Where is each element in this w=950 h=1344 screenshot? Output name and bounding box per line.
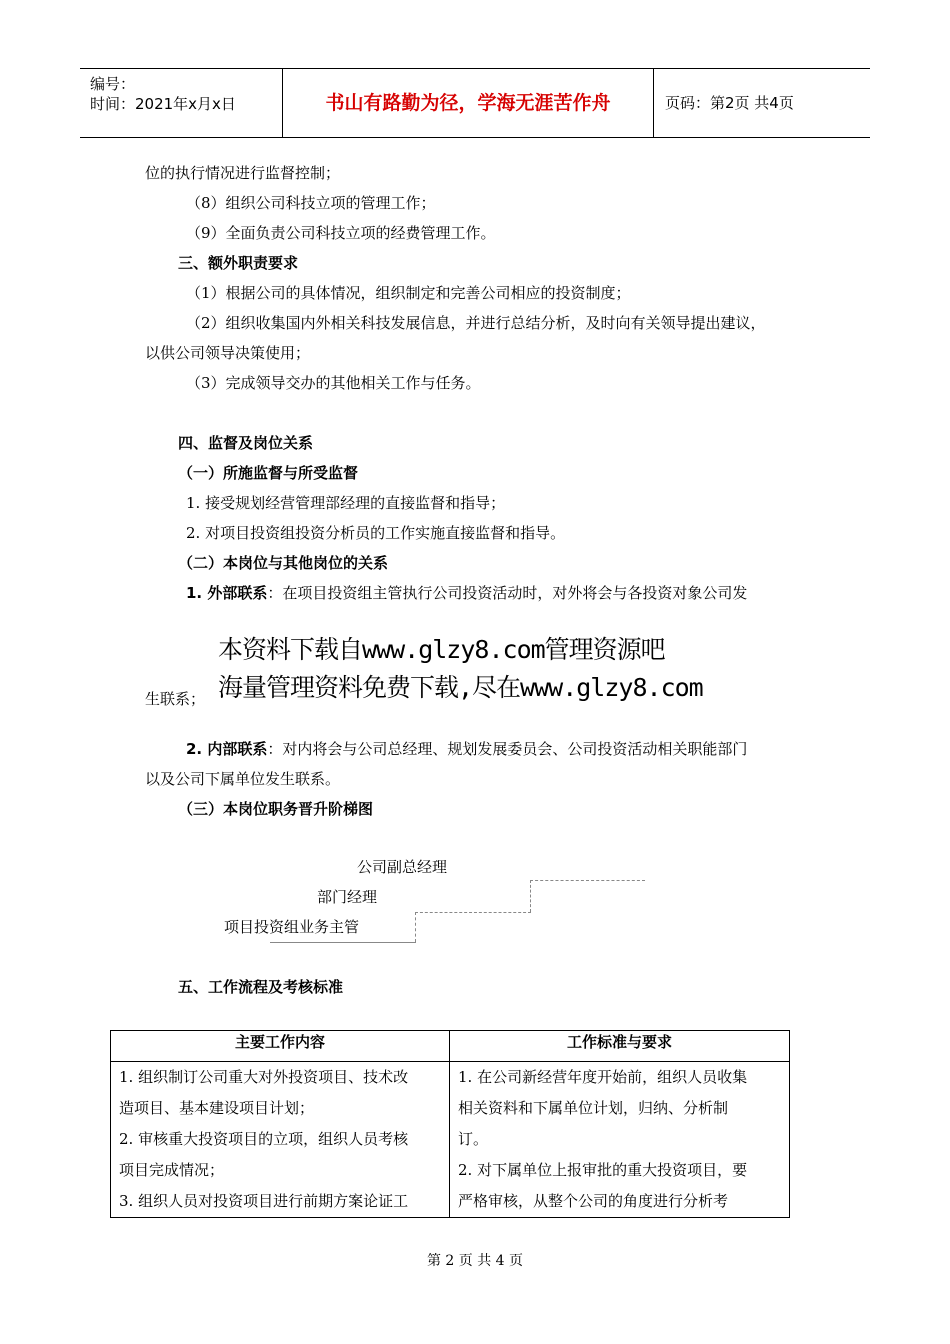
cell-line: 相关资料和下属单位计划，归纳、分析制	[458, 1099, 729, 1117]
cell-line: 严格审核，从整个公司的角度进行分析考	[458, 1192, 729, 1210]
ladder-step	[530, 880, 645, 881]
document-number: 编号：	[90, 75, 136, 93]
text-line: 以及公司下属单位发生联系。	[145, 770, 341, 788]
external-relation-text: ：在项目投资组主管执行公司投资活动时，对外将会与各投资对象公司发	[267, 584, 748, 602]
text-line: 生联系；	[145, 690, 206, 708]
header-motto: 书山有路勤为径，学海无涯苦作舟	[283, 69, 654, 137]
text-line	[186, 738, 747, 759]
internal-relation-label: 2. 内部联系	[186, 740, 268, 758]
table-header-cell: 主要工作内容	[111, 1031, 450, 1062]
subsection-heading: （一）所施监督与所受监督	[178, 464, 359, 482]
ladder-level-top: 公司副总经理	[357, 858, 448, 876]
section-heading: 五、工作流程及考核标准	[178, 978, 344, 996]
text-line: （3）完成领导交办的其他相关工作与任务。	[186, 374, 481, 392]
text-line: 2. 对项目投资组投资分析员的工作实施直接监督和指导。	[186, 524, 566, 542]
cell-line: 2. 审核重大投资项目的立项，组织人员考核	[119, 1130, 409, 1148]
cell-line: 2. 对下属单位上报审批的重大投资项目，要	[458, 1161, 748, 1179]
watermark-line: 海量管理资料免费下载,尽在www.glzy8.com	[218, 673, 703, 702]
text-line: （8）组织公司科技立项的管理工作；	[186, 194, 436, 212]
cell-line: 项目完成情况；	[119, 1161, 225, 1179]
cell-line: 订。	[458, 1130, 489, 1148]
ladder-step	[270, 942, 416, 943]
text-line: （2）组织收集国内外相关科技发展信息，并进行总结分析，及时向有关领导提出建议，	[186, 314, 766, 332]
table-cell-main-content	[111, 1062, 450, 1218]
ladder-step	[415, 912, 531, 913]
section-heading: 四、监督及岗位关系	[178, 434, 314, 452]
table-header-cell: 工作标准与要求	[450, 1031, 790, 1062]
text-line: （1）根据公司的具体情况，组织制定和完善公司相应的投资制度；	[186, 284, 631, 302]
cell-line: 1. 组织制订公司重大对外投资项目、技术改	[119, 1068, 409, 1086]
table-cell-standards	[450, 1062, 790, 1218]
text-line: 位的执行情况进行监督控制；	[145, 164, 341, 182]
ladder-level-mid: 部门经理	[317, 888, 378, 906]
ladder-level-low: 项目投资组业务主管	[224, 918, 360, 936]
subsection-heading: （二）本岗位与其他岗位的关系	[178, 554, 389, 572]
text-line: 以供公司领导决策使用；	[145, 344, 311, 362]
document-time: 时间：2021年x月x日	[90, 95, 236, 113]
header-page-number: 页码：第2页 共4页	[665, 94, 794, 112]
page-header	[80, 68, 870, 138]
page-footer: 第 2 页 共 4 页	[426, 1253, 524, 1269]
work-standard-table	[110, 1030, 790, 1218]
text-line	[186, 582, 747, 603]
cell-line: 3. 组织人员对投资项目进行前期方案论证工	[119, 1192, 409, 1210]
table-header-row	[111, 1031, 790, 1062]
header-meta	[80, 69, 283, 137]
text-line: 1. 接受规划经营管理部经理的直接监督和指导；	[186, 494, 506, 512]
cell-line: 1. 在公司新经营年度开始前，组织人员收集	[458, 1068, 748, 1086]
ladder-step	[530, 880, 531, 912]
table-row	[111, 1062, 790, 1218]
section-heading: 三、额外职责要求	[178, 254, 299, 272]
external-relation-label: 1. 外部联系	[186, 584, 268, 602]
text-line: （9）全面负责公司科技立项的经费管理工作。	[186, 224, 496, 242]
watermark-line: 本资料下载自www.glzy8.com管理资源吧	[218, 635, 665, 664]
ladder-step	[415, 912, 416, 942]
internal-relation-text: ：对内将会与公司总经理、规划发展委员会、公司投资活动相关职能部门	[267, 740, 748, 758]
subsection-heading: （三）本岗位职务晋升阶梯图	[178, 800, 374, 818]
cell-line: 造项目、基本建设项目计划；	[119, 1099, 315, 1117]
